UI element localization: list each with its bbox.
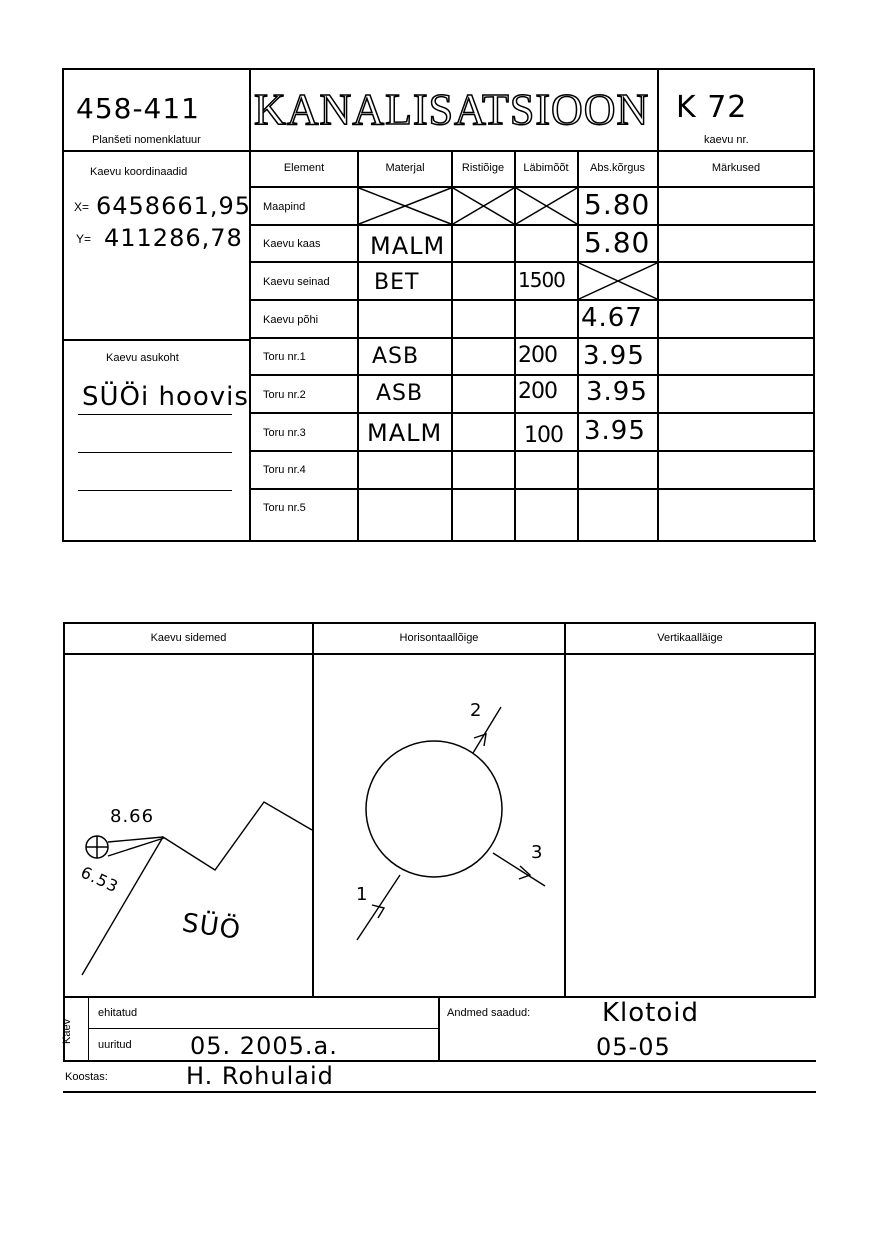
row-label: Maapind [263,201,306,213]
row-label: Kaevu seinad [263,276,330,288]
vertical-section-header: Vertikaalläige [657,632,723,644]
row-label: Toru nr.2 [263,389,306,401]
cell-diameter: 1500 [518,268,565,292]
location-label: Kaevu asukoht [106,352,179,364]
cell-material: ASB [372,344,420,369]
cell-height: 5.80 [584,226,651,259]
pipe-number: 2 [470,700,483,721]
cell-height: 4.67 [581,303,643,333]
x-coordinate: 6458661,95 [96,192,252,220]
compiled-label: Koostas: [65,1071,108,1083]
data-received-label: Andmed saadud: [447,1007,531,1019]
header-material: Materjal [385,162,425,174]
connections-header: Kaevu sidemed [150,632,227,644]
cell-material: ASB [376,381,424,406]
header-notes: Märkused [711,162,761,174]
well-number-value: K 72 [676,90,748,125]
pipe-number: 3 [531,842,544,863]
location-value: SÜÖi hoovis [82,382,249,412]
well-number-label: kaevu nr. [704,134,749,146]
cell-diameter: 100 [524,423,563,448]
cell-material: MALM [370,232,446,260]
pipe-lines [357,707,545,940]
surveyed-value: 05. 2005.a. [190,1032,338,1060]
pipe-number: 1 [356,884,369,905]
header-cross-section: Ristiõige [461,162,505,174]
cell-diameter: 200 [518,379,557,404]
cell-height: 3.95 [584,416,646,446]
form-title: KANALISATSIOON [254,85,650,134]
y-prefix: Y= [76,232,92,246]
horizontal-section-header: Horisontaallõige [399,632,479,644]
row-label: Toru nr.1 [263,351,306,363]
compiled-value: H. Rohulaid [186,1062,334,1090]
distance-label: 6.53 [77,862,122,897]
header-element: Element [283,162,325,174]
cell-diameter: 200 [518,343,557,368]
nomenclature-value: 458-411 [76,92,200,125]
side-label: Kaev [61,1018,73,1044]
cell-material: MALM [367,419,443,447]
row-label: Kaevu kaas [263,238,321,250]
x-prefix: X= [74,200,90,214]
well-symbol-icon [86,836,108,858]
y-coordinate: 411286,78 [104,224,243,252]
row-label: Toru nr.4 [263,464,306,476]
cell-height: 3.95 [583,341,645,371]
surveyed-label: uuritud [98,1039,132,1051]
cell-height: 5.80 [584,188,651,221]
built-label: ehitatud [98,1007,138,1019]
row-label: Toru nr.3 [263,427,306,439]
row-label: Kaevu põhi [263,314,319,326]
header-abs-height: Abs.kõrgus [589,162,646,174]
data-date-value: 05-05 [596,1033,671,1061]
row-label: Toru nr.5 [263,502,306,514]
data-source-value: Klotoid [602,998,700,1028]
building-label: SÜÖ [180,908,243,946]
cell-material: BET [374,270,420,295]
cell-height: 3.95 [586,377,648,407]
nomenclature-label: Planšeti nomenklatuur [92,134,201,146]
well-circle [366,741,502,877]
distance-label: 8.66 [110,806,155,827]
header-diameter: Läbimõõt [523,162,569,174]
coordinates-label: Kaevu koordinaadid [90,166,188,178]
